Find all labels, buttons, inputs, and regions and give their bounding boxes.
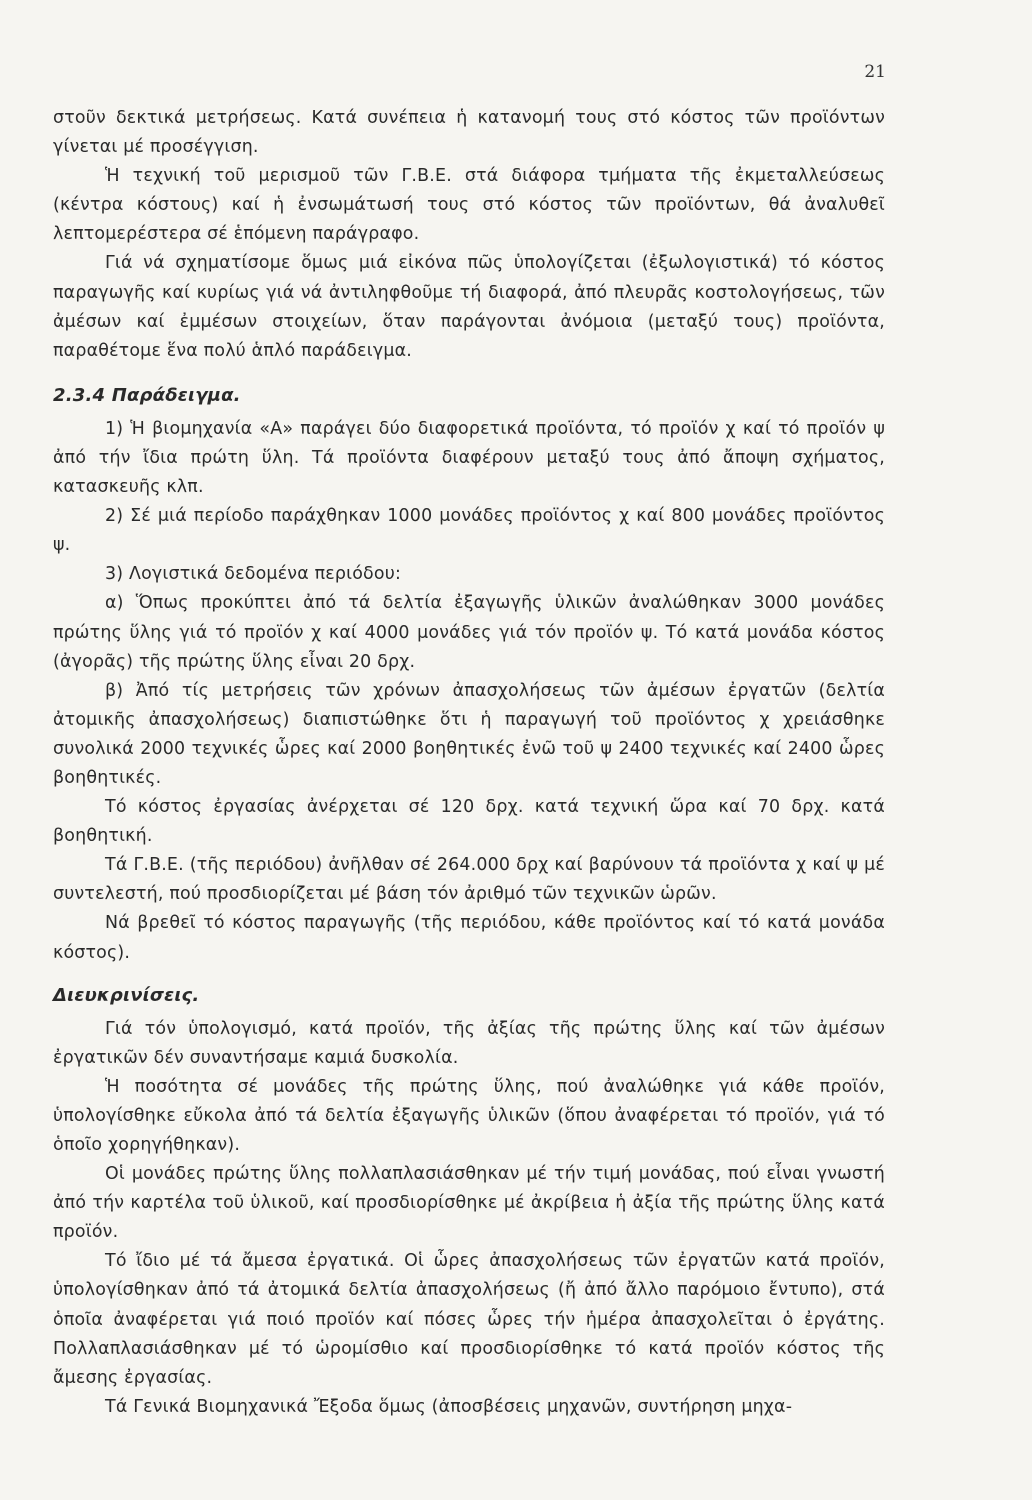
paragraph: Ἡ ποσότητα σέ μονάδες τῆς πρώτης ὕλης, πού ἀναλώθηκε γιά κάθε προϊόν, ὑπολογίσθηκε εὔκολα ἀπό τά δελτία ἐξαγωγῆς ὑλικῶν (ὅπου ἀναφέρεται τό προϊόν, γιά τό ὁποῖο χορηγήθηκαν). bbox=[53, 1076, 885, 1155]
paragraph: Οἱ μονάδες πρώτης ὕλης πολλαπλασιάσθηκαν μέ τήν τιμή μονάδας, πού εἶναι γνωστή ἀπό τήν καρτέλα τοῦ ὑλικοῦ, καί προσδιορίσθηκε μέ ἀκρίβεια ἡ ἀξία τῆς πρώτης ὕλης κατά προϊόν. bbox=[53, 1164, 885, 1243]
paragraph: Ἡ τεχνική τοῦ μερισμοῦ τῶν Γ.Β.Ε. στά διάφορα τμήματα τῆς ἐκμεταλλεύσεως (κέντρα κόστους) καί ἡ ἐνσωμάτωσή τους στό κόστος τῶν προϊόντων, θά ἀναλυθεῖ λεπτομερέστερα σέ ἑπόμενη παράγραφο. bbox=[53, 166, 885, 245]
paragraph: 2) Σέ μιά περίοδο παράχθηκαν 1000 μονάδες προϊόντος χ καί 800 μονάδες προϊόντος ψ. bbox=[53, 506, 885, 556]
paragraph: στοῦν δεκτικά μετρήσεως. Κατά συνέπεια ἡ κατανομή τους στό κόστος τῶν προϊόντων γίνεται μέ προσέγγιση. bbox=[53, 108, 885, 158]
section-heading-example: 2.3.4 Παράδειγμα. bbox=[53, 384, 241, 406]
section-heading-clarifications: Διευκρινίσεις. bbox=[53, 984, 200, 1006]
paragraph: Νά βρεθεῖ τό κόστος παραγωγῆς (τῆς περιόδου, κάθε προϊόντος καί τό κατά μονάδα κόστος). bbox=[53, 913, 885, 963]
body-text bbox=[53, 104, 885, 1422]
paragraph: α) Ὅπως προκύπτει ἀπό τά δελτία ἐξαγωγῆς ὑλικῶν ἀναλώθηκαν 3000 μονάδες πρώτης ὕλης γιά τό προϊόν χ καί 4000 μονάδες γιά τόν προϊόν ψ. Τό κατά μονάδα κόστος (ἀγορᾶς) τῆς πρώτης ὕλης εἶναι 20 δρχ. bbox=[53, 593, 885, 672]
page-number: 21 bbox=[864, 62, 886, 82]
paragraph: Τό ἴδιο μέ τά ἄμεσα ἐργατικά. Οἱ ὧρες ἀπασχολήσεως τῶν ἐργατῶν κατά προϊόν, ὑπολογίσθηκαν ἀπό τά ἀτομικά δελτία ἀπασχολήσεως (ἤ ἀπό ἄλλο παρόμοιο ἔντυπο), στά ὁποῖα ἀναφέρεται γιά ποιό προϊόν καί πόσες ὧρες τήν ἡμέρα ἀπασχολεῖται ὁ ἐργάτης. Πολλαπλασιάσθηκαν μέ τό ὡρομίσθιο καί προσδιορίσθηκε τό κατά προϊόν κόστος τῆς ἄμεσης ἐργασίας. bbox=[53, 1251, 885, 1388]
paragraph: 1) Ἡ βιομηχανία «Α» παράγει δύο διαφορετικά προϊόντα, τό προϊόν χ καί τό προϊόν ψ ἀπό τήν ἴδια πρώτη ὕλη. Τά προϊόντα διαφέρουν μεταξύ τους ἀπό ἄποψη σχήματος, κατασκευῆς κλπ. bbox=[53, 418, 885, 498]
paragraph: Τά Γ.Β.Ε. (τῆς περιόδου) ἀνῆλθαν σέ 264.000 δρχ καί βαρύνουν τά προϊόντα χ καί ψ μέ συντελεστή, πού προσδιορίζεται μέ βάση τόν ἀριθμό τῶν τεχνικῶν ὡρῶν. bbox=[53, 855, 885, 905]
paragraph: Τά Γενικά Βιομηχανικά Ἔξοδα ὅμως (ἀποσβέσεις μηχανῶν, συντήρηση μηχα- bbox=[105, 1396, 793, 1417]
paragraph: 3) Λογιστικά δεδομένα περιόδου: bbox=[105, 564, 402, 585]
paragraph: Γιά τόν ὑπολογισμό, κατά προϊόν, τῆς ἀξίας τῆς πρώτης ὕλης καί τῶν ἀμέσων ἐργατικῶν δέν συναντήσαμε καμιά δυσκολία. bbox=[53, 1018, 885, 1068]
paragraph: β) Ἀπό τίς μετρήσεις τῶν χρόνων ἀπασχολήσεως τῶν ἀμέσων ἐργατῶν (δελτία ἀτομικῆς ἀπασχολήσεως) διαπιστώθηκε ὅτι ἡ παραγωγή τοῦ προϊόντος χ χρειάσθηκε συνολικά 2000 τεχνικές ὧρες καί 2000 βοηθητικές ἐνῶ τοῦ ψ 2400 τεχνικές καί 2400 ὧρες βοηθητικές. bbox=[53, 680, 885, 788]
paragraph: Τό κόστος ἐργασίας ἀνέρχεται σέ 120 δρχ. κατά τεχνική ὥρα καί 70 δρχ. κατά βοηθητική. bbox=[53, 797, 885, 847]
paragraph: Γιά νά σχηματίσομε ὅμως μιά εἰκόνα πῶς ὑπολογίζεται (ἐξωλογιστικά) τό κόστος παραγωγῆς καί κυρίως γιά νά ἀντιληφθοῦμε τή διαφορά, ἀπό πλευρᾶς κοστολογήσεως, τῶν ἀμέσων καί ἐμμέσων στοιχείων, ὅταν παράγονται ἀνόμοια (μεταξύ τους) προϊόντα, παραθέτομε ἕνα πολύ ἁπλό παράδειγμα. bbox=[53, 253, 885, 361]
